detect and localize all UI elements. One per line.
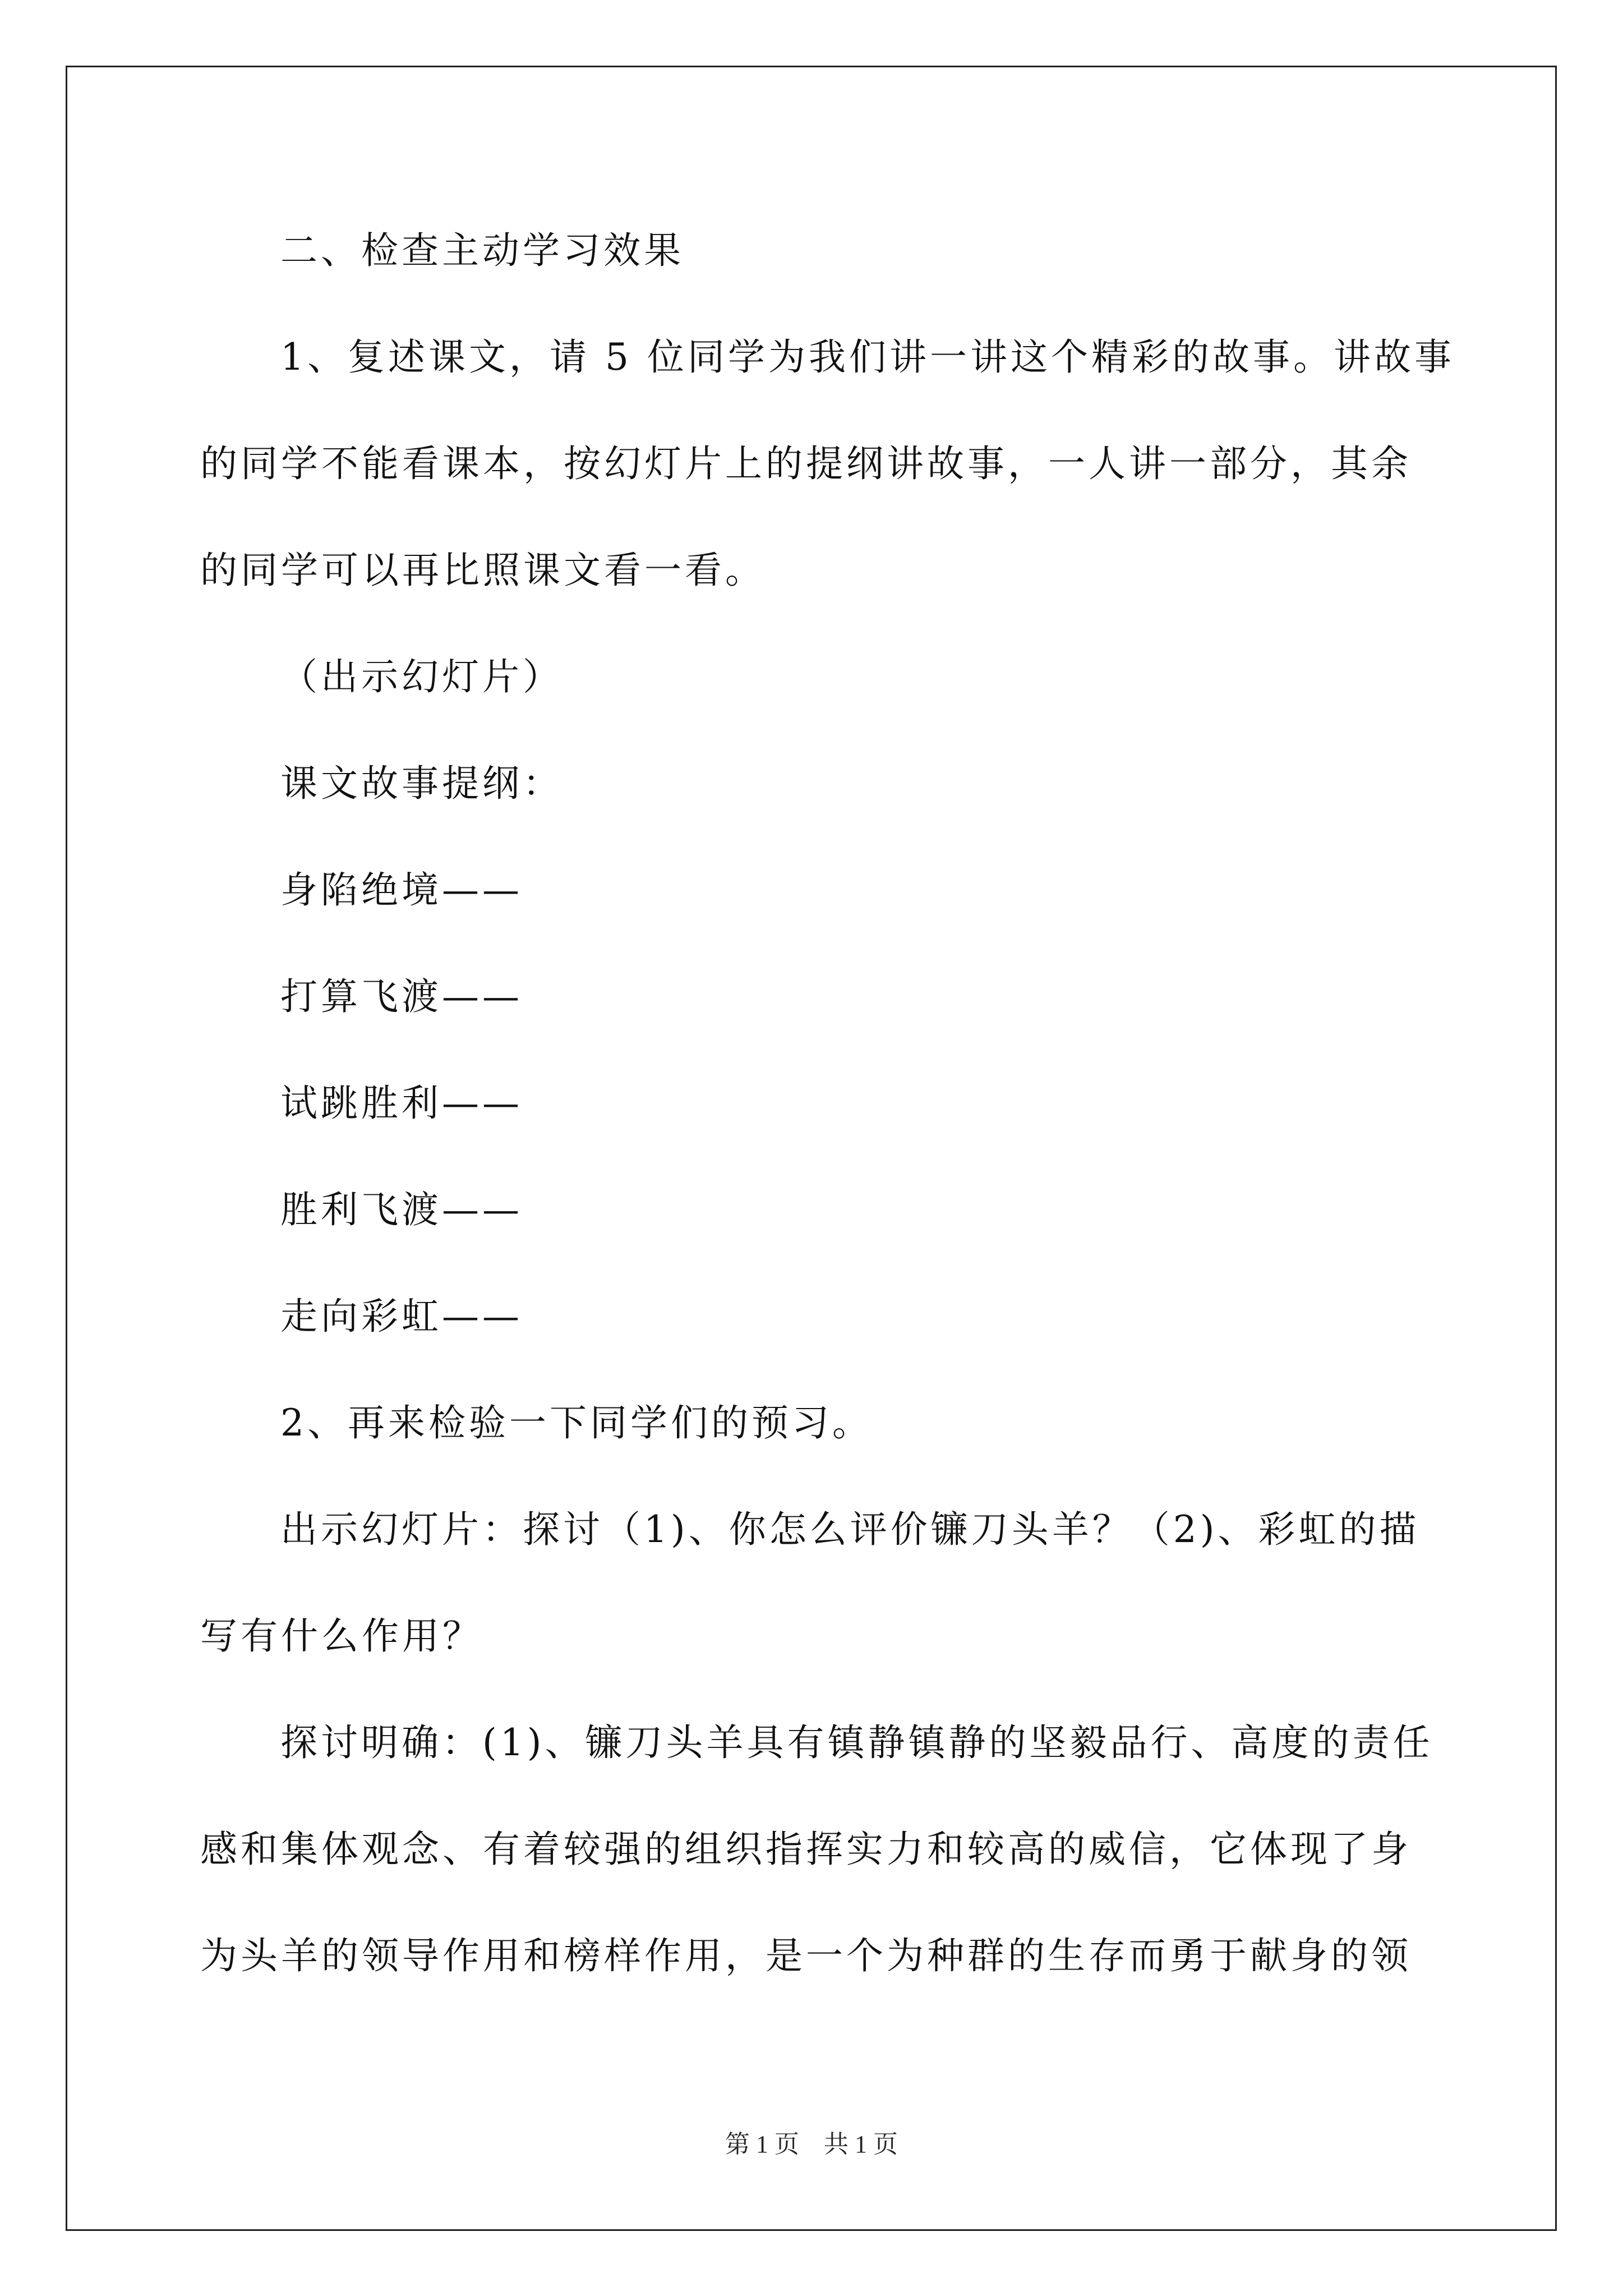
outline-item: 试跳胜利——	[280, 1082, 523, 1125]
outline-item: 胜利飞渡——	[280, 1188, 523, 1231]
outline-item: 身陷绝境——	[280, 868, 523, 912]
outline-item: 打算飞渡——	[280, 975, 523, 1018]
paragraph-line: （出示幻灯片）	[280, 655, 563, 698]
section-heading: 二、检查主动学习效果	[280, 229, 684, 272]
paragraph-line: 1、复述课文，请 5 位同学为我们讲一讲这个精彩的故事。讲故事	[280, 335, 1455, 379]
paragraph-line: 探讨明确：(1)、镰刀头羊具有镇静镇静的坚毅品行、高度的责任	[280, 1721, 1433, 1764]
paragraph-line: 为头羊的领导作用和榜样作用，是一个为种群的生存而勇于献身的领	[200, 1934, 1412, 1977]
paragraph-line: 写有什么作用？	[200, 1614, 483, 1658]
paragraph-line: 的同学可以再比照课文看一看。	[200, 549, 766, 592]
outline-heading: 课文故事提纲：	[280, 762, 563, 805]
paragraph-line: 感和集体观念、有着较强的组织指挥实力和较高的威信，它体现了身	[200, 1828, 1412, 1871]
outline-item: 走向彩虹——	[280, 1295, 523, 1338]
page-border	[66, 66, 1557, 2231]
paragraph-line: 的同学不能看课本，按幻灯片上的提纲讲故事，一人讲一部分，其余	[200, 442, 1412, 485]
page-footer: 第 1 页 共 1 页	[725, 2131, 898, 2158]
paragraph-line: 出示幻灯片：探讨（1)、你怎么评价镰刀头羊？（2)、彩虹的描	[280, 1508, 1420, 1551]
paragraph-line: 2、再来检验一下同学们的预习。	[280, 1401, 873, 1444]
